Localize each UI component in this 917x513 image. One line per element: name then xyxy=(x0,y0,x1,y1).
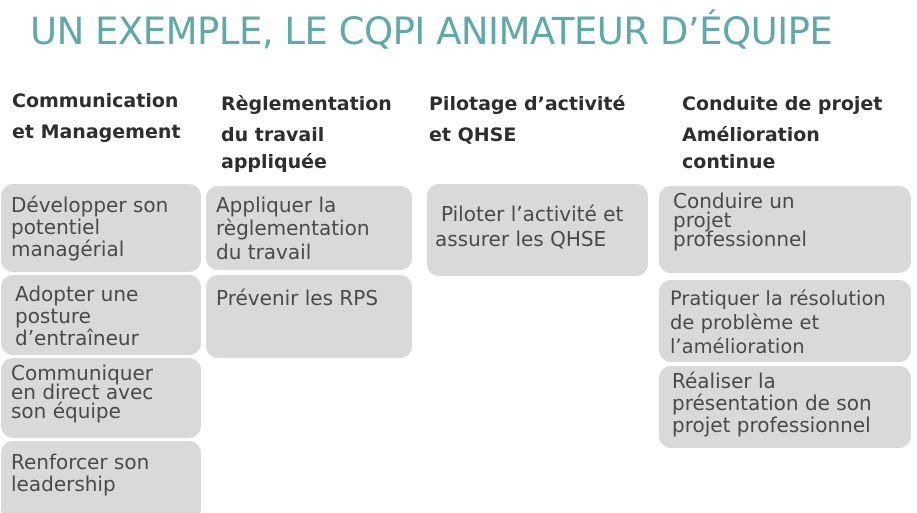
card-text-line: leadership xyxy=(11,472,116,496)
card-text-line: projet professionnel xyxy=(672,413,871,437)
card-text-line: Réaliser la xyxy=(672,369,776,393)
heading-line: appliquée xyxy=(221,151,327,173)
card-text-line: Piloter l’activité et xyxy=(441,202,624,226)
heading-line: Communication xyxy=(12,90,179,112)
heading-line: et QHSE xyxy=(429,124,517,146)
card-text-line: Développer son xyxy=(11,193,169,217)
card-text-line: professionnel xyxy=(673,227,807,251)
column-heading-conduite-projet xyxy=(682,89,882,173)
heading-line: du travail xyxy=(221,124,325,146)
card-text-line: Prévenir les RPS xyxy=(216,286,379,310)
card-text-line: règlementation xyxy=(216,216,370,240)
heading-line: Pilotage d’activité xyxy=(429,93,626,115)
card-text-line: Renforcer son xyxy=(11,450,150,474)
card-text-line: en direct avec xyxy=(11,380,154,404)
card-text-line: posture xyxy=(15,304,91,328)
card-text-line: l’amélioration xyxy=(670,335,805,358)
column-heading-pilotage xyxy=(429,89,625,151)
card-text-line: potentiel xyxy=(11,215,101,239)
card-text-line: Communiquer xyxy=(11,361,153,385)
skill-card xyxy=(1,275,201,355)
card-text-line: managérial xyxy=(11,237,125,261)
skill-card xyxy=(659,280,911,362)
card-text-line: Pratiquer la résolution xyxy=(670,287,886,310)
slide-title: UN EXEMPLE, LE CQPI ANIMATEUR D’ÉQUIPE xyxy=(30,10,833,53)
heading-line: Conduite de projet xyxy=(682,93,883,115)
card-text-line: projet xyxy=(673,208,732,232)
skill-card xyxy=(659,186,911,273)
card-text-line: assurer les QHSE xyxy=(435,227,607,251)
column-heading-communication xyxy=(12,86,180,148)
skill-card xyxy=(659,366,911,448)
skill-card xyxy=(1,358,201,438)
card-text-line: présentation de son xyxy=(672,391,872,415)
skill-card xyxy=(427,184,648,276)
skill-card xyxy=(206,275,412,358)
card-text-line: de problème et xyxy=(670,311,820,334)
card-text-line: d’entraîneur xyxy=(15,326,139,350)
heading-line: et Management xyxy=(12,121,181,143)
card-text-line: son équipe xyxy=(11,399,121,423)
skill-card xyxy=(206,186,412,270)
card-text-line: Conduire un xyxy=(673,189,795,213)
heading-line: Amélioration xyxy=(682,124,820,146)
column-heading-reglementation xyxy=(221,89,392,173)
skill-card xyxy=(1,184,201,272)
skill-card xyxy=(1,441,201,513)
card-text-line: Appliquer la xyxy=(216,193,337,217)
heading-line: continue xyxy=(682,151,776,173)
card-text-line: Adopter une xyxy=(15,282,139,306)
card-text-line: du travail xyxy=(216,240,312,264)
heading-line: Règlementation xyxy=(221,93,392,115)
